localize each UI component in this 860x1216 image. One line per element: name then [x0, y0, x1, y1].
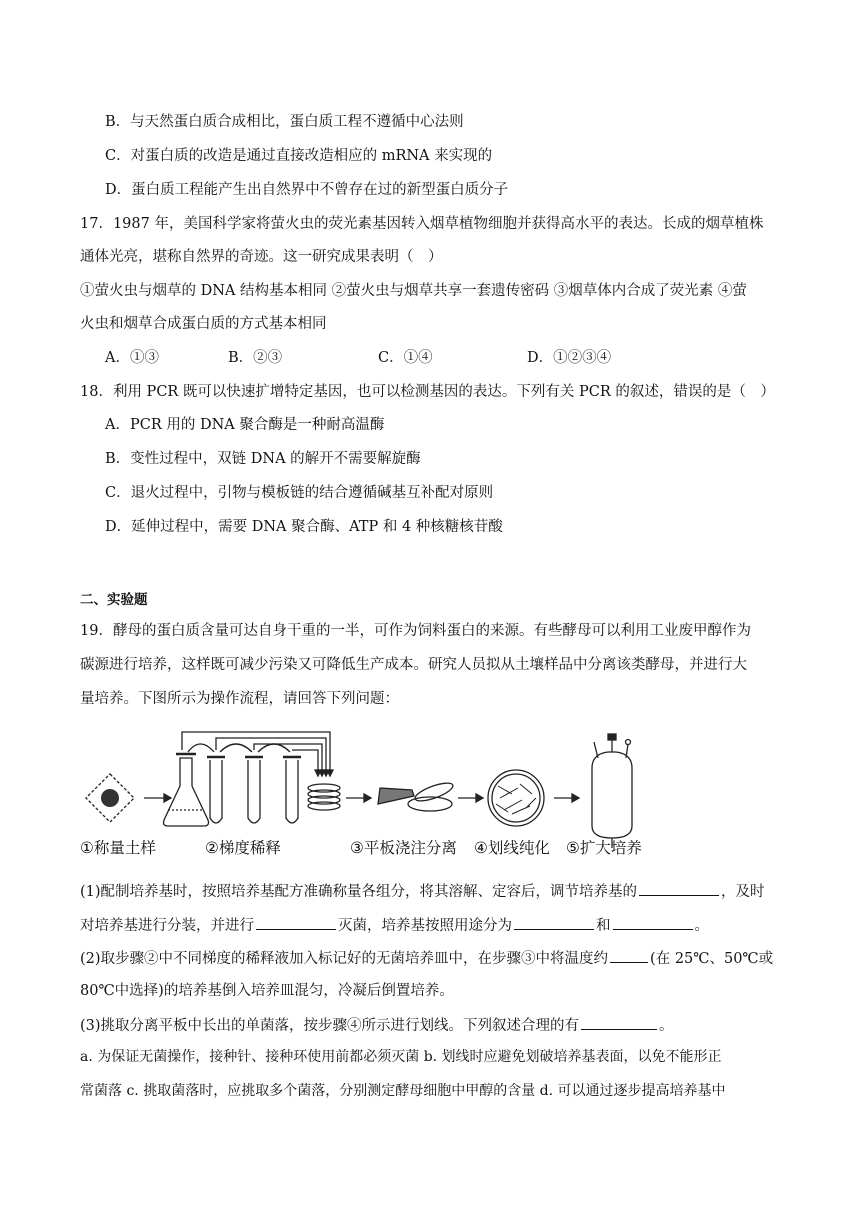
q19-part1-line1: (1)配制培养基时，按照培养基配方准确称量各组分，将其溶解、定容后，调节培养基的 ，及时 [80, 880, 780, 902]
figure-caption-1: ①称量土样 [80, 839, 156, 857]
q16-option-b: B．与天然蛋白质合成相比，蛋白质工程不遵循中心法则 [105, 114, 464, 130]
q19-stem-line1: 19．酵母的蛋白质含量可达自身干重的一半，可作为饲料蛋白的来源。有些酵母可以利用工业废甲醇作为 [80, 623, 751, 639]
q17-options [105, 348, 705, 368]
q17-statements-line2: 火虫和烟草合成蛋白质的方式基本相同 [80, 316, 327, 332]
q18-option-b: B．变性过程中，双链 DNA 的解开不需要解旋酶 [105, 451, 421, 467]
q18-option-d: D．延伸过程中，需要 DNA 聚合酶、ATP 和 4 种核糖核苷酸 [105, 519, 503, 535]
q17-option-d: D．①②③④ [527, 350, 612, 366]
q19-part3-choices-line1: a. 为保证无菌操作，接种针、接种环使用前都必须灭菌 b. 划线时应避免划破培养基表面，以免不能形正 [80, 1049, 722, 1065]
answer-blank-1[interactable] [639, 880, 719, 896]
q19-part3-line1: (3)挑取分离平板中长出的单菌落，按步骤④所示进行划线。下列叙述合理的有 。 [80, 1014, 780, 1036]
q19-part2-line1: (2)取步骤②中不同梯度的稀释液加入标记好的无菌培养皿中，在步骤③中将温度约 (在 25℃、50℃或 [80, 947, 780, 969]
q17-stem-line2: 通体光亮，堪称自然界的奇迹。这一研究成果表明（ ） [80, 249, 443, 265]
answer-blank-3[interactable] [514, 914, 594, 930]
figure-caption-4: ④划线纯化 [474, 839, 550, 857]
q16-option-d: D．蛋白质工程能产生出自然界中不曾存在过的新型蛋白质分子 [105, 182, 509, 198]
answer-blank-2[interactable] [256, 914, 336, 930]
q18-option-c: C．退火过程中，引物与模板链的结合遵循碱基互补配对原则 [105, 485, 494, 501]
q17-option-b: B．②③ [228, 350, 283, 366]
q19-part2-line2: 80℃中选择)的培养基倒入培养皿混匀，冷凝后倒置培养。 [80, 983, 454, 999]
section-heading: 二、实验题 [80, 592, 148, 608]
answer-blank-5[interactable] [610, 947, 648, 963]
q16-option-c: C．对蛋白质的改造是通过直接改造相应的 mRNA 来实现的 [105, 148, 493, 164]
figure-caption-2: ②梯度稀释 [205, 839, 281, 857]
q19-part3-choices-line2: 常菌落 c. 挑取菌落时，应挑取多个菌落，分别测定酵母细胞中甲醇的含量 d. 可以通过逐步提高培养基中 [80, 1083, 726, 1099]
q19-stem-line2: 碳源进行培养，这样既可减少污染又可降低生产成本。研究人员拟从土壤样品中分离该类酵母，并进行大 [80, 657, 747, 673]
q17-statements-line1: ①萤火虫与烟草的 DNA 结构基本相同 ②萤火虫与烟草共享一套遗传密码 ③烟草体内合成了荧光素 ④萤 [80, 283, 747, 299]
answer-blank-6[interactable] [581, 1014, 657, 1030]
figure-caption-3: ③平板浇注分离 [350, 839, 457, 857]
figure-caption-5: ⑤扩大培养 [566, 839, 642, 857]
q19-stem-line3: 量培养。下图所示为操作流程，请回答下列问题： [80, 691, 399, 707]
q19-part1-line2: 对培养基进行分装，并进行 灭菌，培养基按照用途分为 和 。 [80, 914, 780, 936]
q17-option-c: C．①④ [378, 350, 433, 366]
q17-stem-line1: 17．1987 年，美国科学家将萤火虫的荧光素基因转入烟草植物细胞并获得高水平的表达。长成的烟草植株 [80, 216, 764, 232]
answer-blank-4[interactable] [613, 914, 693, 930]
q18-option-a: A．PCR 用的 DNA 聚合酶是一种耐高温酶 [105, 417, 385, 433]
q17-option-a: A．①③ [105, 350, 159, 366]
q18-stem: 18．利用 PCR 既可以快速扩增特定基因，也可以检测基因的表达。下列有关 PCR 的叙述，错误的是（ ） [80, 384, 775, 400]
